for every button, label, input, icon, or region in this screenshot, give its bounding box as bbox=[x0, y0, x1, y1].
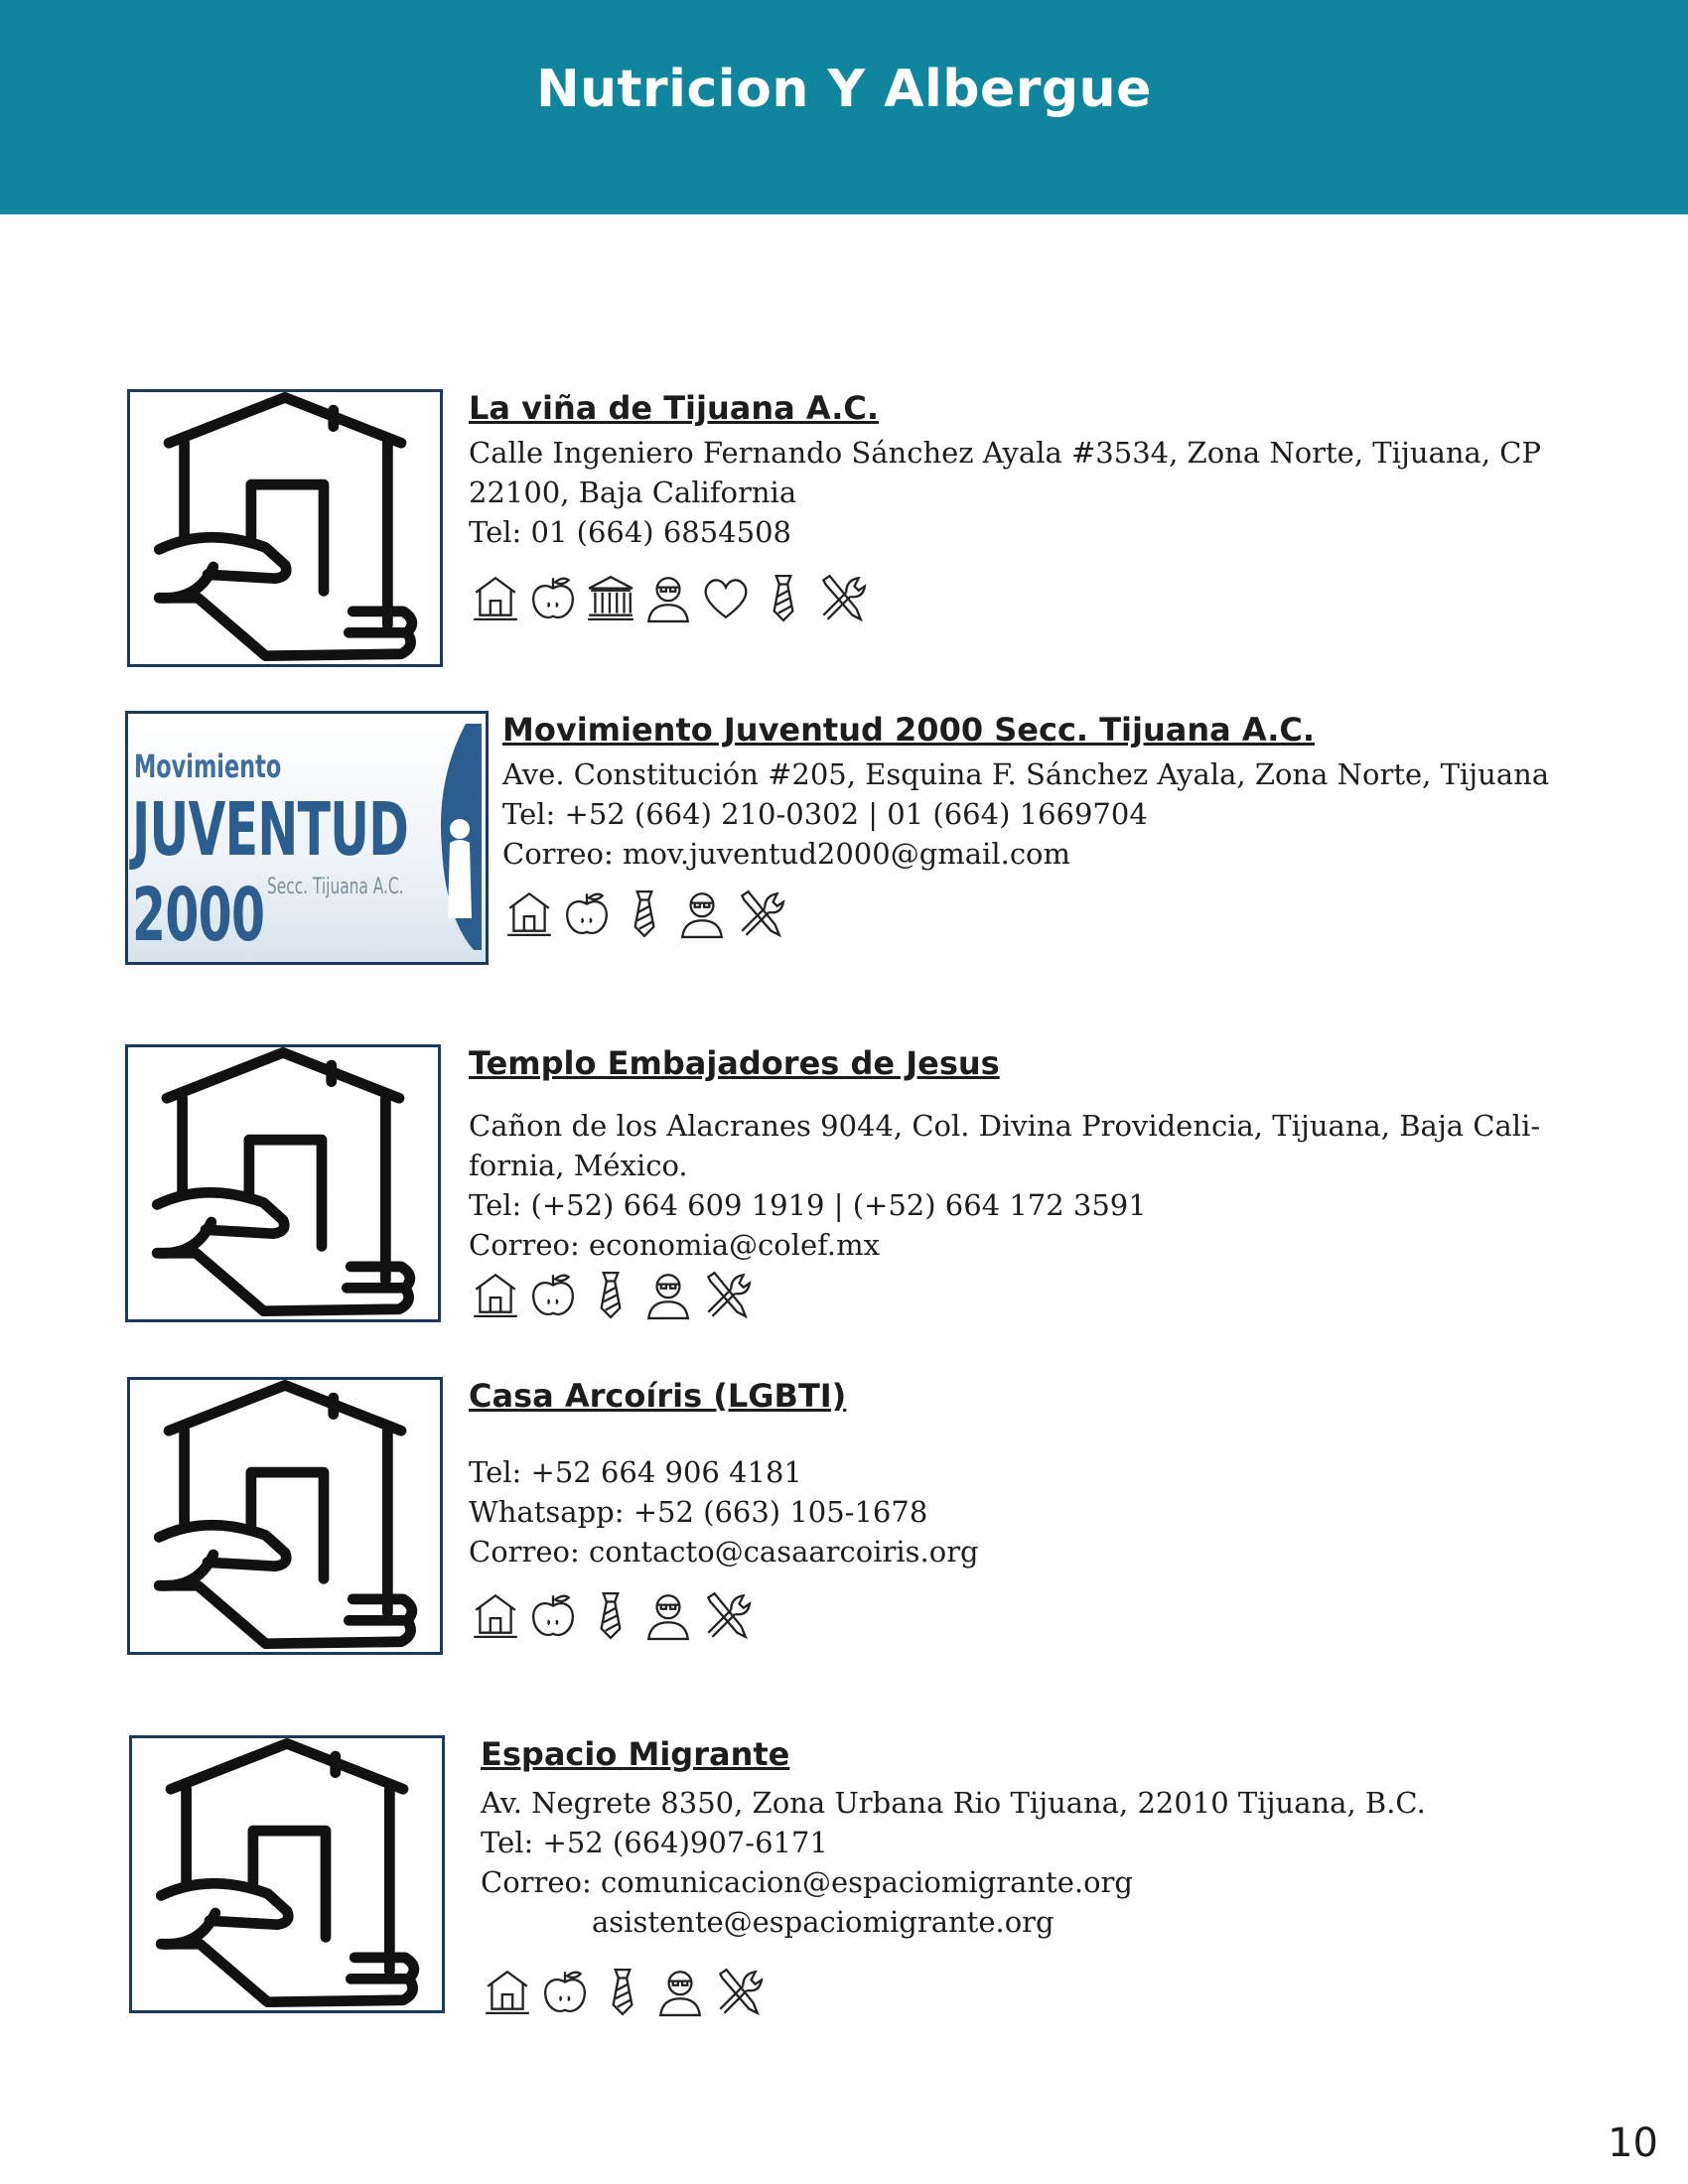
phone-line: Tel: 01 (664) 6854508 bbox=[469, 515, 791, 549]
services-icons bbox=[469, 1589, 979, 1641]
logo-text-sub: Secc. Tijuana A.C. bbox=[267, 875, 404, 899]
tie-icon bbox=[596, 1966, 649, 2017]
phone-line: Tel: (+52) 664 609 1919 | (+52) 664 172 3591 bbox=[469, 1188, 1147, 1222]
phone-line: Tel: +52 664 906 4181 bbox=[469, 1455, 802, 1489]
address-line: Ave. Constitución #205, Esquina F. Sánchez Ayala, Zona Norte, Tijuana bbox=[502, 757, 1550, 791]
org-name-link[interactable]: Templo Embajadores de Jesus bbox=[469, 1044, 1000, 1082]
house-hand-logo bbox=[127, 389, 443, 667]
tools-icon bbox=[733, 887, 786, 939]
tie-icon bbox=[584, 1269, 637, 1320]
entry-info bbox=[481, 1735, 1426, 2017]
bank-icon bbox=[584, 572, 637, 623]
tie-icon bbox=[584, 1589, 637, 1641]
address-line: Av. Negrete 8350, Zona Urbana Rio Tijuana, 22010 Tijuana, B.C. bbox=[481, 1786, 1426, 1820]
apple-icon bbox=[526, 1589, 580, 1641]
entry-info bbox=[469, 1377, 979, 1641]
email-line: Correo: mov.juventud2000@gmail.com bbox=[502, 837, 1071, 871]
heart-icon bbox=[699, 572, 753, 623]
apple-icon bbox=[538, 1966, 592, 2017]
email-line: Correo: comunicacion@espaciomigrante.org bbox=[481, 1865, 1133, 1899]
email-line: Correo: economia@colef.mx bbox=[469, 1228, 880, 1262]
entry-info bbox=[469, 389, 1541, 623]
tools-icon bbox=[711, 1966, 765, 2017]
services-icons bbox=[481, 1966, 1426, 2017]
services-icons bbox=[469, 1269, 1540, 1320]
entry-info bbox=[469, 1044, 1540, 1320]
juventud-2000-logo bbox=[125, 711, 489, 965]
person-icon bbox=[675, 887, 729, 939]
person-icon bbox=[641, 1589, 695, 1641]
services-icons bbox=[469, 572, 1541, 623]
logo-text-small: Movimiento bbox=[134, 748, 282, 785]
entry-info bbox=[502, 711, 1549, 939]
person-icon bbox=[641, 1269, 695, 1320]
email-line: Correo: contacto@casaarcoiris.org bbox=[469, 1535, 979, 1569]
apple-icon bbox=[526, 572, 580, 623]
phone-line: Tel: +52 (664)907-6171 bbox=[481, 1826, 828, 1859]
figure-icon bbox=[426, 720, 482, 952]
house-hand-logo bbox=[127, 1377, 443, 1655]
tools-icon bbox=[699, 1589, 753, 1641]
apple-icon bbox=[560, 887, 614, 939]
logo-text-big: JUVENTUD 2000 bbox=[132, 787, 409, 958]
house-hand-icon bbox=[130, 1380, 440, 1652]
house-hand-logo bbox=[125, 1044, 441, 1322]
address-line: Calle Ingeniero Fernando Sánchez Ayala #3534, Zona Norte, Tijuana, CP bbox=[469, 436, 1541, 470]
page-number: 10 bbox=[1608, 2120, 1658, 2166]
page-header bbox=[0, 0, 1688, 214]
house-icon bbox=[502, 887, 556, 939]
tools-icon bbox=[814, 572, 868, 623]
tie-icon bbox=[618, 887, 671, 939]
phone-line: Tel: +52 (664) 210-0302 | 01 (664) 1669704 bbox=[502, 797, 1148, 831]
house-icon bbox=[469, 572, 522, 623]
whatsapp-line: Whatsapp: +52 (663) 105-1678 bbox=[469, 1495, 928, 1529]
house-icon bbox=[469, 1269, 522, 1320]
page-title: Nutricion Y Albergue bbox=[536, 60, 1152, 119]
address-line: 22100, Baja California bbox=[469, 476, 797, 509]
house-icon bbox=[469, 1589, 522, 1641]
apple-icon bbox=[526, 1269, 580, 1320]
org-name-link[interactable]: Movimiento Juventud 2000 Secc. Tijuana A.C. bbox=[502, 711, 1316, 749]
org-name-link[interactable]: Espacio Migrante bbox=[481, 1735, 790, 1773]
person-icon bbox=[653, 1966, 707, 2017]
house-hand-icon bbox=[128, 1047, 438, 1319]
house-hand-icon bbox=[132, 1738, 442, 2010]
house-hand-icon bbox=[130, 392, 440, 664]
house-icon bbox=[481, 1966, 534, 2017]
address-line: fornia, México. bbox=[469, 1149, 688, 1182]
tie-icon bbox=[757, 572, 810, 623]
person-icon bbox=[641, 572, 695, 623]
org-name-link[interactable]: La viña de Tijuana A.C. bbox=[469, 389, 880, 427]
email-line: asistente@espaciomigrante.org bbox=[592, 1905, 1055, 1939]
address-line: Cañon de los Alacranes 9044, Col. Divina Providencia, Tijuana, Baja Cali- bbox=[469, 1109, 1541, 1143]
org-name-link[interactable]: Casa Arcoíris (LGBTI) bbox=[469, 1377, 847, 1415]
tools-icon bbox=[699, 1269, 753, 1320]
house-hand-logo bbox=[129, 1735, 445, 2013]
services-icons bbox=[502, 887, 1549, 939]
